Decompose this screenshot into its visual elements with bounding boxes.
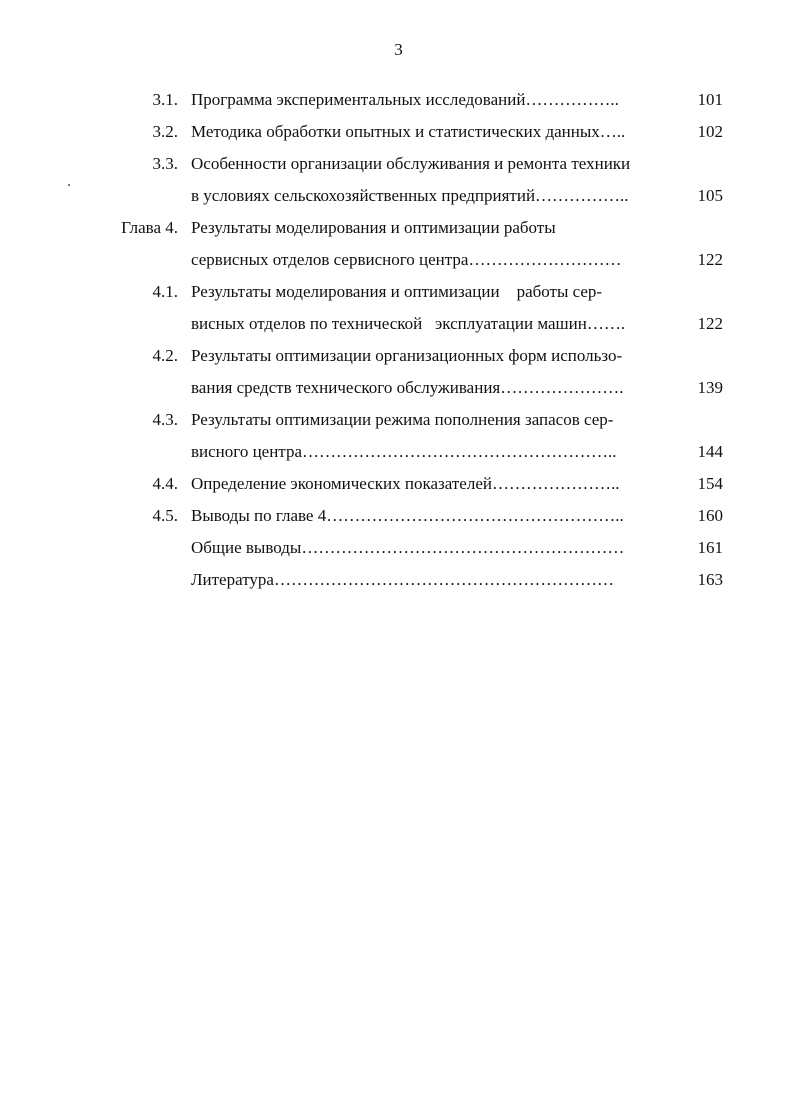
toc-entry-number: Глава 4. (121, 218, 178, 237)
table-of-contents (0, 84, 797, 596)
toc-entry-page: 139 (697, 378, 723, 397)
toc-entry-title: Определение экономических показателей………………….. (191, 474, 620, 493)
toc-entry-title-continuation: вания средств технического обслуживания…………………. (191, 378, 624, 397)
toc-entry-title: Особенности организации обслуживания и ремонта техники (191, 154, 631, 173)
toc-entry-4-3[interactable] (0, 404, 797, 468)
toc-entry-title: Результаты моделирования и оптимизации работы (191, 218, 556, 237)
toc-entry-number: 4.5. (152, 506, 178, 525)
toc-entry-chapter-4[interactable] (0, 212, 797, 276)
toc-entry-title: Результаты моделирования и оптимизации работы сер- (191, 282, 603, 301)
toc-entry-page: 102 (697, 122, 723, 141)
toc-entry-title: Выводы по главе 4…………………………………………….. (191, 506, 624, 525)
toc-entry-title-continuation: висного центра……………………………………………….. (191, 442, 617, 461)
toc-entry-number: 3.3. (152, 154, 178, 173)
toc-entry-general-conclusions[interactable] (0, 532, 797, 564)
toc-entry-title: Программа экспериментальных исследований…………….. (191, 90, 619, 109)
toc-entry-title-continuation: сервисных отделов сервисного центра……………………… (191, 250, 622, 269)
toc-entry-title: Литература…………………………………………………… (191, 570, 614, 589)
toc-entry-literature[interactable] (0, 564, 797, 596)
toc-entry-page: 163 (697, 570, 723, 589)
toc-entry-title: Результаты оптимизации организационных форм использо- (191, 346, 623, 365)
page-number: 3 (394, 40, 403, 59)
toc-entry-page: 122 (697, 250, 723, 269)
toc-entry-page: 105 (697, 186, 723, 205)
toc-entry-4-4[interactable] (0, 468, 797, 500)
toc-entry-page: 122 (697, 314, 723, 333)
toc-entry-3-3[interactable] (0, 148, 797, 212)
toc-entry-number: 4.3. (152, 410, 178, 429)
toc-entry-number: 3.2. (152, 122, 178, 141)
toc-entry-number: 4.2. (152, 346, 178, 365)
toc-entry-title: Методика обработки опытных и статистических данных….. (191, 122, 626, 141)
toc-entry-number: 3.1. (152, 90, 178, 109)
toc-entry-number: 4.1. (152, 282, 178, 301)
toc-entry-title-continuation: висных отделов по технической эксплуатации машин……. (191, 314, 626, 333)
toc-entry-number: 4.4. (152, 474, 178, 493)
toc-entry-page: 154 (697, 474, 723, 493)
toc-entry-page: 160 (697, 506, 723, 525)
toc-entry-page: 161 (697, 538, 723, 557)
toc-entry-page: 101 (697, 90, 723, 109)
toc-entry-4-2[interactable] (0, 340, 797, 404)
toc-entry-page: 144 (697, 442, 723, 461)
toc-entry-4-1[interactable] (0, 276, 797, 340)
toc-entry-3-2[interactable] (0, 116, 797, 148)
toc-entry-title: Общие выводы………………………………………………… (191, 538, 625, 557)
toc-entry-4-5[interactable] (0, 500, 797, 532)
toc-entry-3-1[interactable] (0, 84, 797, 116)
toc-entry-title-continuation: в условиях сельскохозяйственных предприятий…………….. (191, 186, 629, 205)
toc-entry-title: Результаты оптимизации режима пополнения запасов сер- (191, 410, 614, 429)
